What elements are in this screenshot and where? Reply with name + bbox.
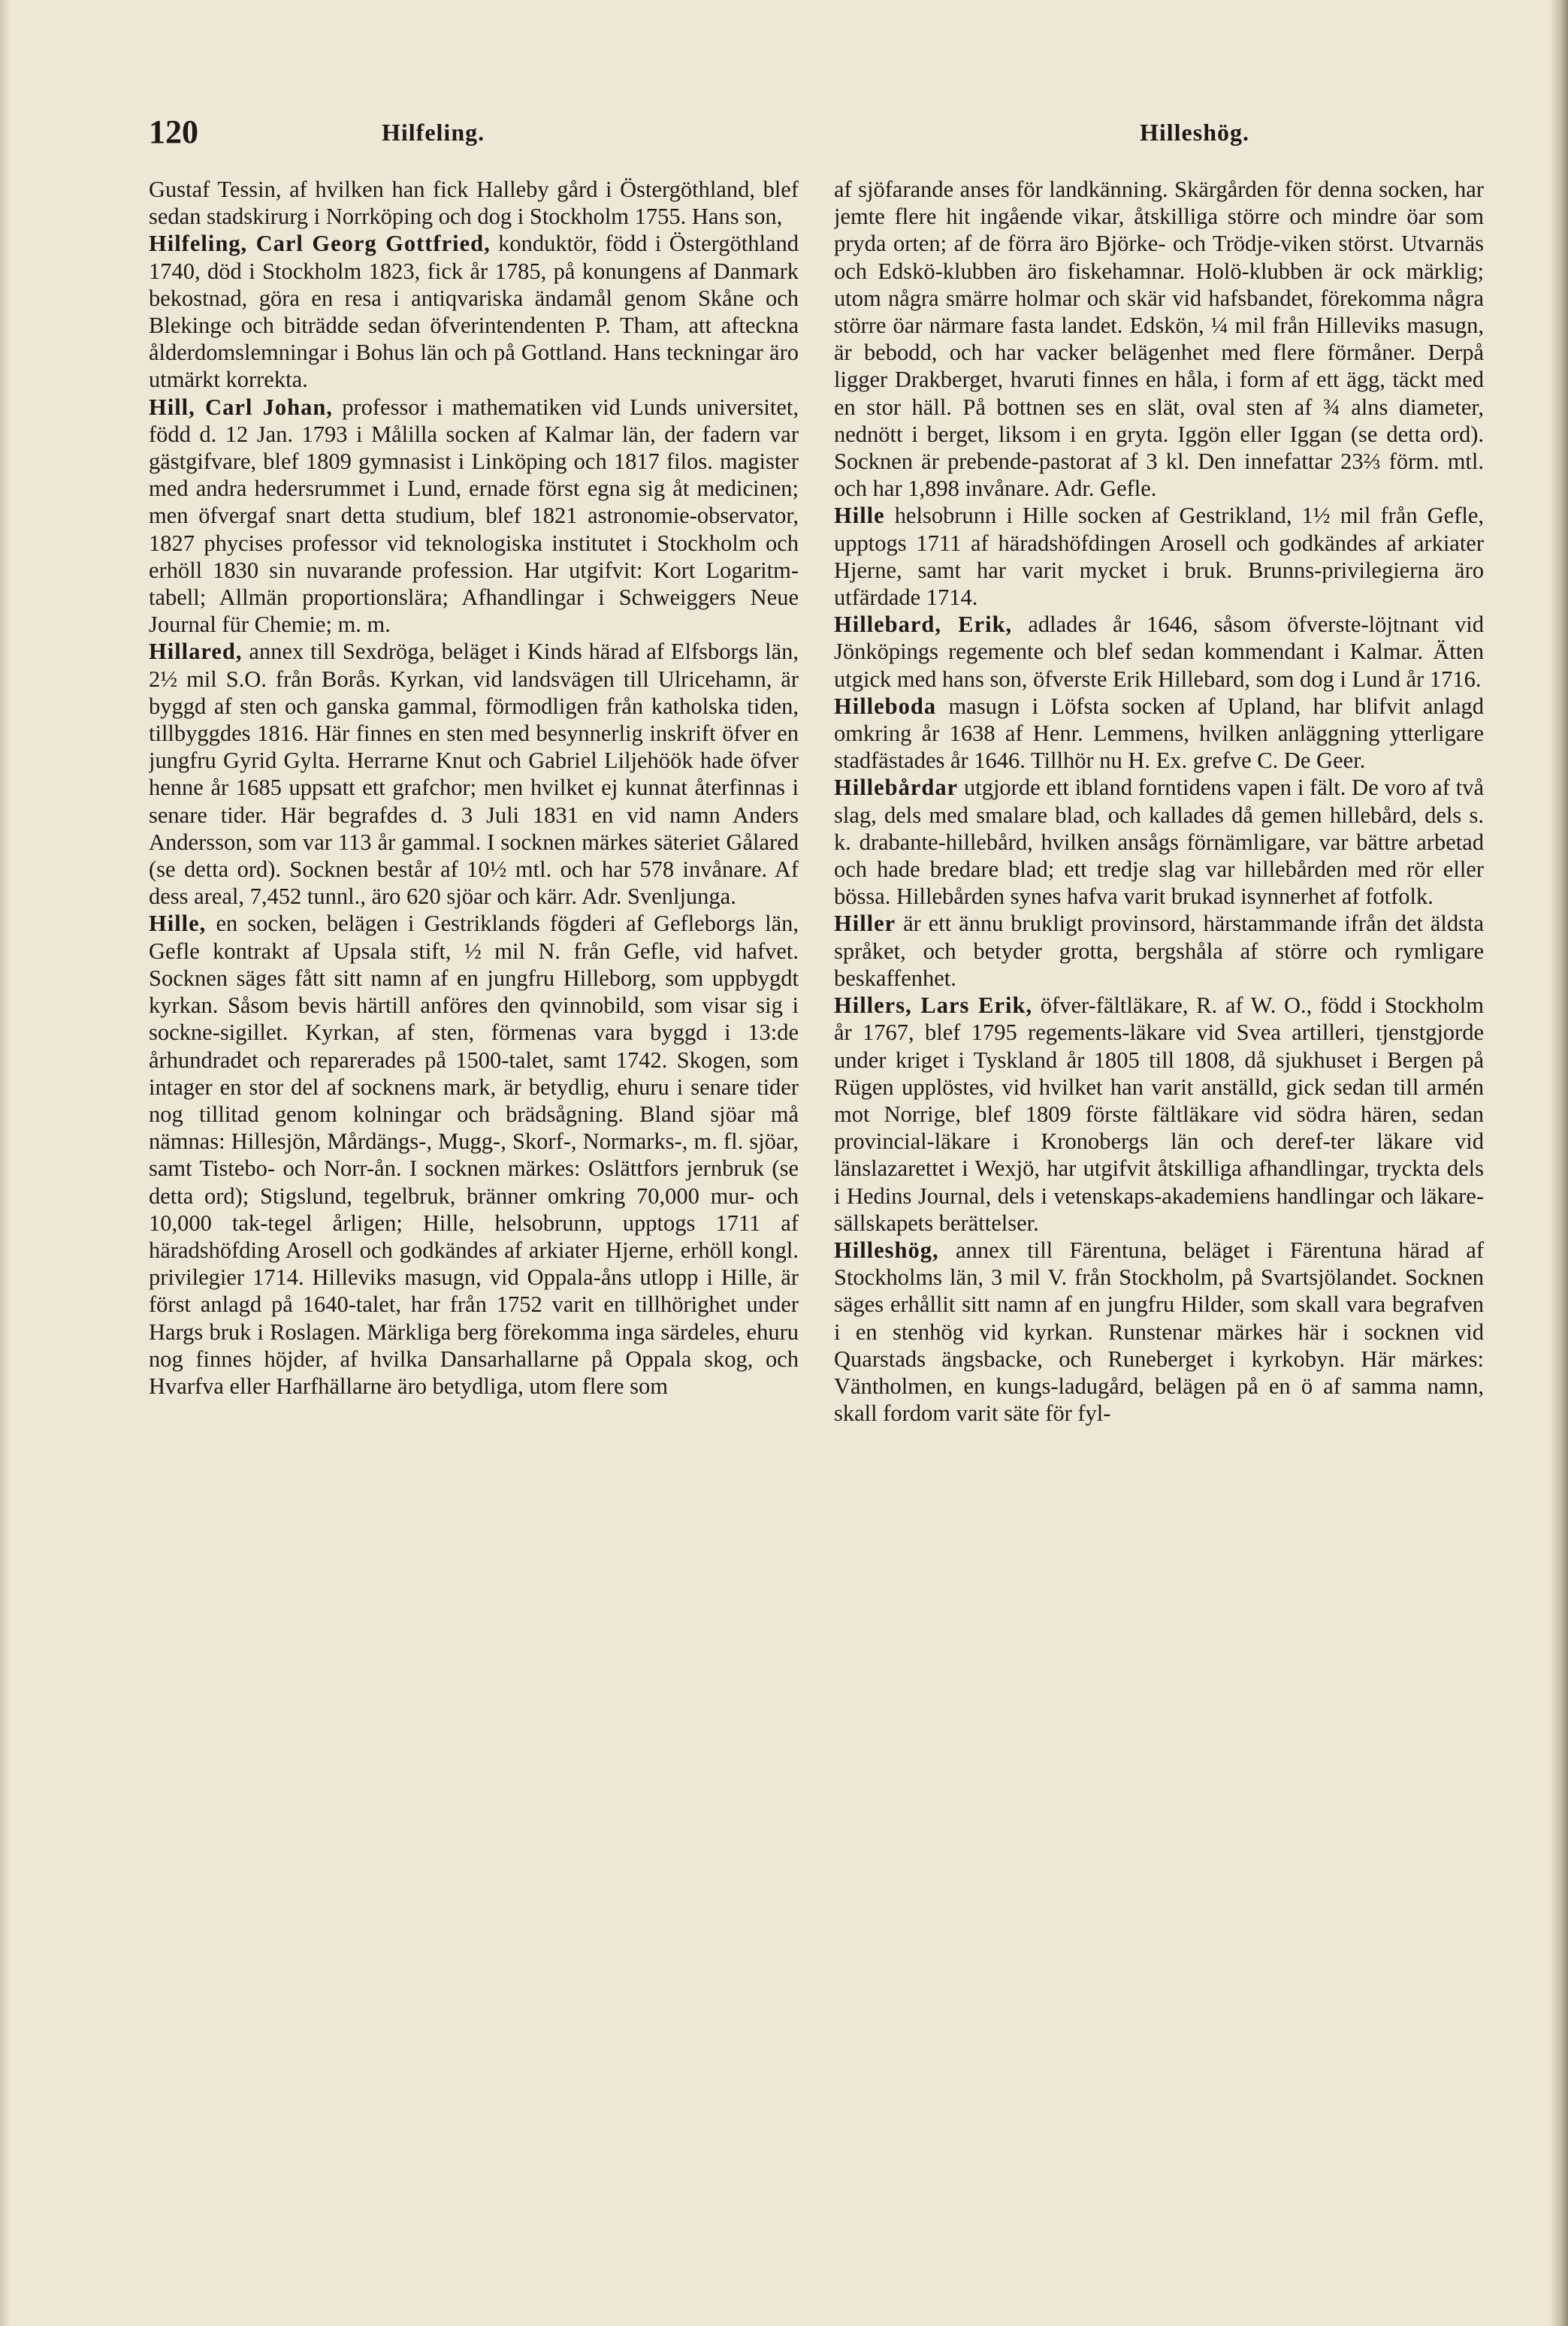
entry-headword: Hill, Carl Johan, bbox=[149, 394, 333, 420]
entry bbox=[149, 910, 799, 1400]
entry bbox=[834, 992, 1484, 1237]
entry-headword: Hilleshög, bbox=[834, 1237, 939, 1263]
entry-text: professor i mathematiken vid Lunds universitet, född d. 12 Jan. 1793 i Målilla socken af Kalmar län, der fadern var gästgifvare, blef 1809 gymnasist i Linköping och 1817 filos. magister med andra hedersrummet i Lund, ernade först egna sig åt medicinen; men öfvergaf snart detta studium, blef 1821 astronomie-observator, 1827 phycises professor vid teknologiska institutet i Stockholm och erhöll 1830 sin nuvarande profession. Har utgifvit: Kort Logaritm-tabell; Allmän proportionslära; Afhandlingar i Schweiggers Neue Journal für Chemie; m. m. bbox=[149, 394, 799, 638]
entry-headword: Hillared, bbox=[149, 639, 243, 665]
entry-text: annex till Sexdröga, beläget i Kinds härad af Elfsborgs län, 2½ mil S.O. från Borås. Kyrkan, vid landsvägen till Ulricehamn, är byggd af sten och ganska gammal, förmodligen från katholska tiden, tillbyggdes 1816. Här finnes en sten med besynnerlig inskrift öfver en jungfru Gyrid Gylta. Herrarne Knut och Gabriel Liljehöök hade öfver henne år 1685 uppsatt ett grafchor; men hvilket ej kunnat återfinnas i senare tider. Här begrafdes d. 3 Juli 1831 en vid namn Anders Andersson, som var 113 år gammal. I socknen märkes säteriet Gålared (se detta ord). Socknen består af 10½ mtl. och har 578 invånare. Af dess areal, 7,452 tunnl., äro 620 sjöar och kärr. Adr. Svenljunga. bbox=[149, 639, 799, 910]
page-number: 120 bbox=[149, 113, 198, 150]
entry bbox=[834, 1237, 1484, 1427]
entry-text: masugn i Löfsta socken af Upland, har blifvit anlagd omkring år 1638 af Henr. Lemmens, hvilken anläggning ytterligare stadfästades år 1646. Tillhör nu H. Ex. grefve C. De Geer. bbox=[834, 693, 1484, 774]
entry-headword: Hillebard, Erik, bbox=[834, 612, 1013, 638]
entry bbox=[834, 910, 1484, 992]
right-column bbox=[834, 176, 1484, 2294]
entry-text: af sjöfarande anses för landkänning. Skärgården för denna socken, har jemte flere hit ingående vikar, åtskilliga större och mindre öar som pryda orten; af de förra äro Björke- och Trödje-viken störst. Utvarnäs och Edskö-klubben äro fiskehamnar. Holö-klubben är ock märklig; utom några smärre holmar och skär vid hafsbandet, förekomma några större öar närmare fasta landet. Edskön, ¼ mil från Hilleviks masugn, är bebodd, och har vacker belägenhet med flere förmåner. Derpå ligger Drakberget, hvaruti finnes en håla, i form af ett ägg, täckt med en stor häll. På bottnen ses en slät, oval sten af ¾ alns diameter, nednött i berget, liksom i en gryta. Iggön eller Iggan (se detta ord). Socknen är prebende-pastorat af 3 kl. Den innefattar 23⅔ förm. mtl. och har 1,898 invånare. Adr. Gefle. bbox=[834, 177, 1484, 502]
entry-headword: Hilleboda bbox=[834, 693, 937, 719]
entry bbox=[149, 638, 799, 910]
entry-headword: Hillers, Lars Erik, bbox=[834, 992, 1033, 1019]
entry-headword: Hille bbox=[834, 503, 885, 529]
entry bbox=[149, 230, 799, 393]
entry-text: annex till Färentuna, beläget i Färentuna härad af Stockholms län, 3 mil V. från Stockholm, på Svartsjölandet. Socknen säges erhållit sitt namn af en jungfru Hilder, som skall vara begrafven i en stenhög vid kyrkan. Runstenar märkes här i socknen vid Quarstads ängsbacke, och Runeberget i kyrkobyn. Här märkes: Väntholmen, en kungs-ladugård, belägen på en ö af samma namn, skall fordom varit säte för fyl- bbox=[834, 1237, 1484, 1427]
entry-text: Gustaf Tessin, af hvilken han fick Halleby gård i Östergöthland, blef sedan stadskirurg i Norrköping och dog i Stockholm 1755. Hans son, bbox=[149, 177, 799, 230]
entry-headword: Hilfeling, Carl Georg Gottfried, bbox=[149, 231, 491, 257]
entry-headword: Hille, bbox=[149, 911, 207, 937]
page-edge-right bbox=[1548, 0, 1568, 2326]
entry-text: utgjorde ett ibland forntidens vapen i fält. De voro af två slag, dels med smalare blad, och kallades då gemen hillebård, dels s. k. drabante-hillebård, hvilken ansågs förnämligare, var bättre arbetad och hade bredare blad; ett tredje slag var hillebården med rör eller bössa. Hillebården synes hafva varit brukad isynnerhet af fotfolk. bbox=[834, 775, 1484, 910]
left-column bbox=[149, 176, 799, 2294]
entry bbox=[149, 176, 799, 230]
entry bbox=[149, 394, 799, 639]
page-header bbox=[149, 113, 1249, 158]
entry-text: helsobrunn i Hille socken af Gestrikland, 1½ mil från Gefle, upptogs 1711 af häradshöfdingen Arosell och godkändes af arkiater Hjerne, samt har varit mycket i bruk. Brunns-privilegierna äro utfärdade 1714. bbox=[834, 503, 1484, 611]
entry-headword: Hiller bbox=[834, 911, 896, 937]
entry-text: adlades år 1646, såsom öfverste-löjtnant vid Jönköpings regemente och blef sedan kommendant i Kalmar. Ätten utgick med hans son, öfverste Erik Hillebard, som dog i Lund år 1716. bbox=[834, 612, 1484, 692]
entry bbox=[834, 693, 1484, 775]
entry-text: en socken, belägen i Gestriklands fögderi af Gefleborgs län, Gefle kontrakt af Upsala stift, ½ mil N. från Gefle, vid hafvet. Socknen säges fått sitt namn af en jungfru Hilleborg, som uppbygdt kyrkan. Såsom bevis härtill anföres den qvinnobild, som visar sig i sockne-sigillet. Kyrkan, af sten, förmenas vara byggd i 13:de århundradet och reparerades på 1500-talet, samt 1742. Skogen, som intager en stor del af socknens mark, är betydlig, ehuru i senare tider nog tillitad genom kolningar och brädsågning. Bland sjöar må nämnas: Hillesjön, Mårdängs-, Mugg-, Skorf-, Normarks-, m. fl. sjöar, samt Tistebo- och Norr-ån. I socknen märkes: Oslättfors jernbruk (se detta ord); Stigslund, tegelbruk, bränner omkring 70,000 mur- och 10,000 tak-tegel årligen; Hille, helsobrunn, upptogs 1711 af häradshöfding Arosell och godkändes af arkiater Hjerne, erhöll kongl. privilegier 1714. Hilleviks masugn, vid Oppala-åns utlopp i Hille, är först anlagd på 1640-talet, har från 1752 varit en tillhörighet under Hargs bruk i Roslagen. Märkliga berg förekomma inga särdeles, ehuru nog finnes höjder, af hvilka Dansarhallarne på Oppala skog, och Hvarfva eller Harfhällarne äro betydliga, utom flere som bbox=[149, 911, 799, 1399]
entry bbox=[834, 774, 1484, 910]
running-head-right: Hilleshög. bbox=[1139, 119, 1249, 146]
entry-text: konduktör, född i Östergöthland 1740, död i Stockholm 1823, fick år 1785, på konungens af Danmark bekostnad, göra en resa i antiqvariska ändamål genom Skåne och Blekinge och biträdde sedan öfverintendenten P. Tham, att afteckna ålderdomslemningar i Bohus län och på Gottland. Hans teckningar äro utmärkt korrekta. bbox=[149, 231, 799, 393]
entry-text: öfver-fältläkare, R. af W. O., född i Stockholm år 1767, blef 1795 regements-läkare vid Svea artilleri, tjenstgjorde under kriget i Tyskland år 1805 till 1808, då sjukhuset i Bergen på Rügen upplöstes, vid hvilket han varit anställd, gick sedan till armén mot Norrige, blef 1809 förste fältläkare vid södra hären, sedan provincial-läkare i Kronobergs län och deref-ter läkare vid länslazarettet i Wexjö, har utgifvit åtskilliga afhandlingar, tryckta dels i Hedins Journal, dels i vetenskaps-akademiens handlingar och läkare-sällskapets berättelser. bbox=[834, 992, 1484, 1236]
entry bbox=[834, 611, 1484, 693]
entry bbox=[834, 176, 1484, 502]
entry bbox=[834, 502, 1484, 611]
page-edge-left bbox=[0, 0, 11, 2326]
entry-headword: Hillebårdar bbox=[834, 775, 959, 801]
running-head-left: Hilfeling. bbox=[382, 119, 485, 146]
entry-text: är ett ännu brukligt provinsord, härstammande ifrån det äldsta språket, och betyder grotta, bergshåla af större och rymligare beskaffenhet. bbox=[834, 911, 1484, 991]
